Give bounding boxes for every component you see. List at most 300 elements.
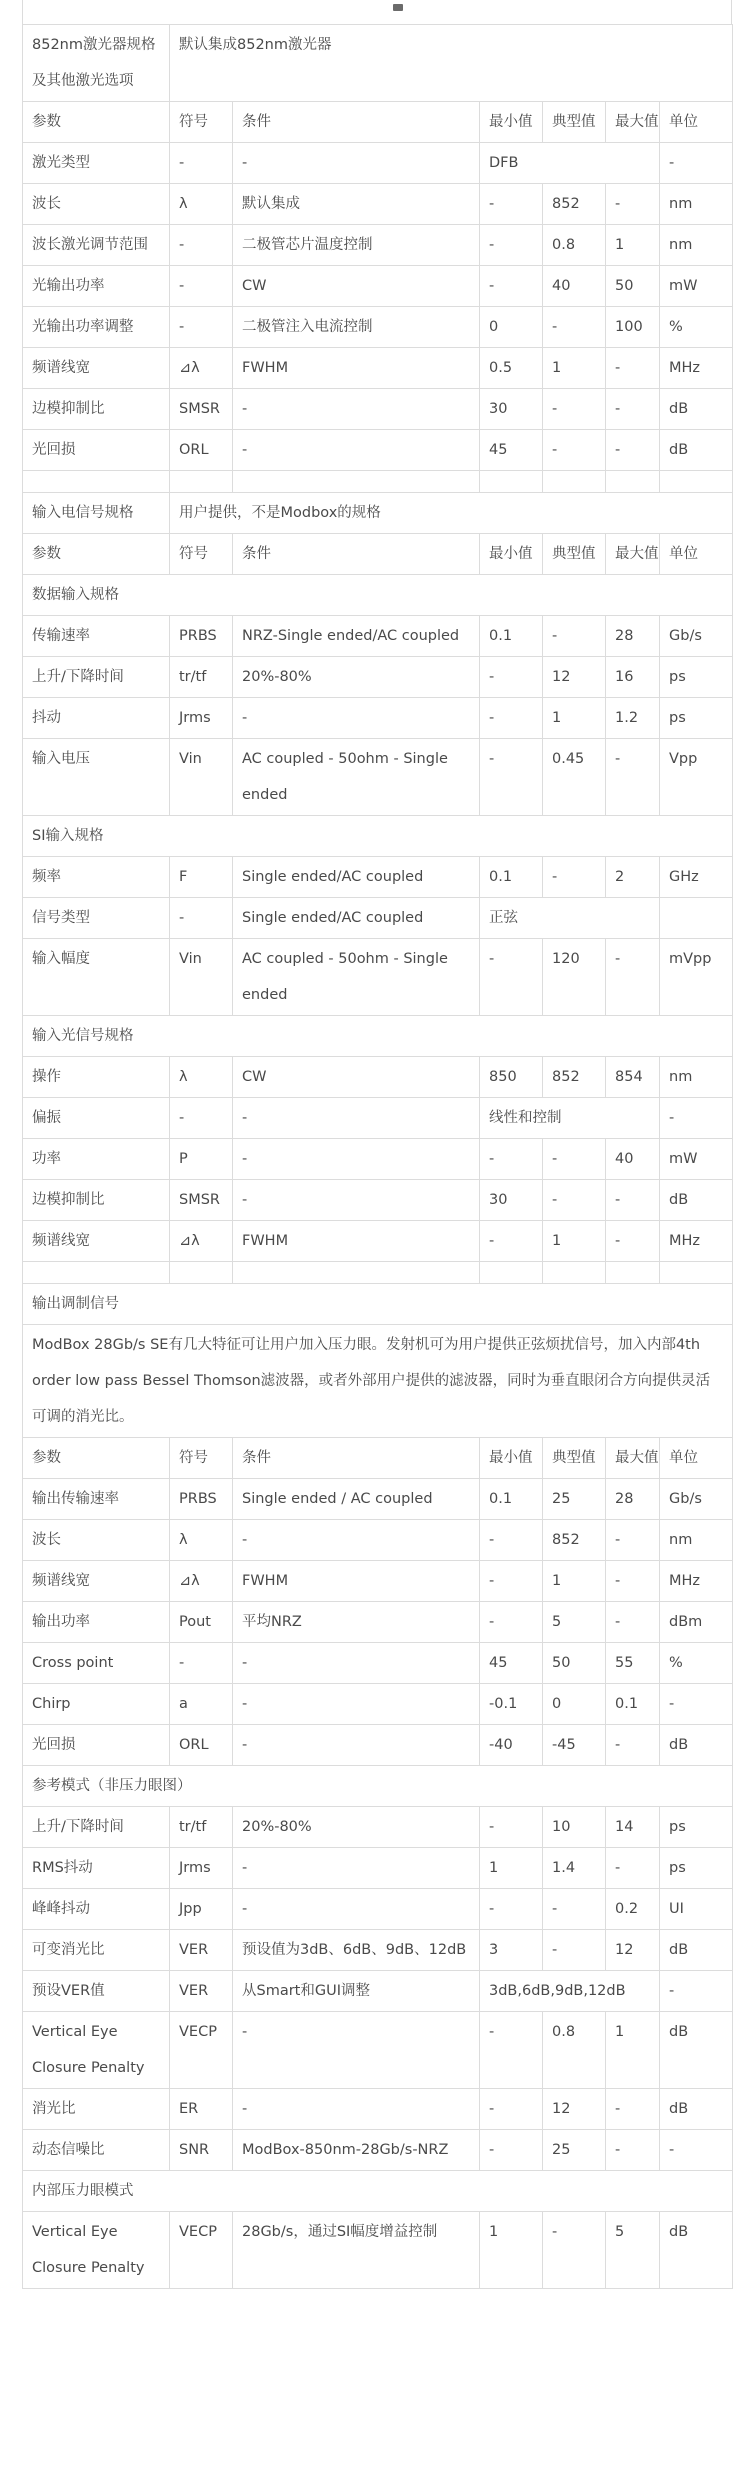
table-cell: 5 (606, 2212, 660, 2289)
table-row (23, 1098, 733, 1139)
table-cell: - (660, 143, 733, 184)
table-cell: F (170, 857, 233, 898)
table-cell: - (543, 1930, 606, 1971)
table-cell: Jrms (170, 698, 233, 739)
table-cell: nm (660, 1520, 733, 1561)
table-cell: 输出功率 (23, 1602, 170, 1643)
table-cell: - (233, 1520, 480, 1561)
table-cell: 光输出功率 (23, 266, 170, 307)
table-row (23, 857, 733, 898)
table-cell: 动态信噪比 (23, 2130, 170, 2171)
table-cell: 峰峰抖动 (23, 1889, 170, 1930)
table-cell: - (606, 739, 660, 816)
table-cell: % (660, 1643, 733, 1684)
table-cell: 单位 (660, 1438, 733, 1479)
table-cell: 30 (480, 389, 543, 430)
table-cell: - (543, 857, 606, 898)
table-cell: 输入光信号规格 (23, 1016, 733, 1057)
table-cell: 0.8 (543, 225, 606, 266)
table-row (23, 2171, 733, 2212)
table-row (23, 1602, 733, 1643)
table-row (23, 2012, 733, 2089)
table-cell: tr/tf (170, 657, 233, 698)
table-cell: 3 (480, 1930, 543, 1971)
table-cell: 12 (543, 657, 606, 698)
table-cell: - (233, 1725, 480, 1766)
table-cell: PRBS (170, 616, 233, 657)
table-cell: dB (660, 2089, 733, 2130)
table-cell: - (170, 225, 233, 266)
table-row (23, 25, 733, 102)
table-row (23, 1057, 733, 1098)
table-cell: Chirp (23, 1684, 170, 1725)
table-cell: 二极管注入电流控制 (233, 307, 480, 348)
table-cell: 850 (480, 1057, 543, 1098)
table-row (23, 2212, 733, 2289)
table-cell: mW (660, 1139, 733, 1180)
table-cell: 条件 (233, 102, 480, 143)
table-cell: nm (660, 184, 733, 225)
table-cell: - (606, 1520, 660, 1561)
table-cell: λ (170, 1520, 233, 1561)
table-cell: - (543, 2212, 606, 2289)
table-cell: ORL (170, 430, 233, 471)
table-cell: Vertical Eye Closure Penalty (23, 2012, 170, 2089)
table-cell: VECP (170, 2212, 233, 2289)
table-row (23, 1520, 733, 1561)
table-cell: 1 (606, 225, 660, 266)
table-cell: - (606, 348, 660, 389)
table-cell: 传输速率 (23, 616, 170, 657)
table-cell: VER (170, 1971, 233, 2012)
table-cell: dB (660, 430, 733, 471)
table-cell: SMSR (170, 1180, 233, 1221)
table-cell: 最大值 (606, 1438, 660, 1479)
table-cell: 信号类型 (23, 898, 170, 939)
table-cell: Jpp (170, 1889, 233, 1930)
table-cell: ps (660, 698, 733, 739)
table-row (23, 1643, 733, 1684)
table-cell: 频率 (23, 857, 170, 898)
table-cell: 0 (480, 307, 543, 348)
table-cell: - (606, 1221, 660, 1262)
table-row (23, 1139, 733, 1180)
table-cell: 符号 (170, 534, 233, 575)
table-cell: λ (170, 184, 233, 225)
table-cell: % (660, 307, 733, 348)
table-cell: - (480, 939, 543, 1016)
table-cell (170, 1262, 233, 1284)
table-cell: 数据输入规格 (23, 575, 733, 616)
table-cell: 上升/下降时间 (23, 657, 170, 698)
table-cell: UI (660, 1889, 733, 1930)
table-cell: 28 (606, 616, 660, 657)
table-row (23, 1889, 733, 1930)
table-cell: - (170, 1098, 233, 1139)
table-cell: nm (660, 1057, 733, 1098)
table-cell: a (170, 1684, 233, 1725)
table-cell: 45 (480, 430, 543, 471)
table-cell (606, 471, 660, 493)
table-cell: 上升/下降时间 (23, 1807, 170, 1848)
table-cell: - (480, 266, 543, 307)
table-cell (660, 471, 733, 493)
table-cell: - (480, 1139, 543, 1180)
table-row (23, 1684, 733, 1725)
table-cell: 852 (543, 184, 606, 225)
table-cell: 1 (480, 1848, 543, 1889)
table-cell: mW (660, 266, 733, 307)
table-cell: ORL (170, 1725, 233, 1766)
table-row (23, 739, 733, 816)
table-cell: - (233, 143, 480, 184)
table-cell: 最小值 (480, 1438, 543, 1479)
table-cell: 1 (543, 698, 606, 739)
table-cell: - (480, 1561, 543, 1602)
table-cell: ModBox 28Gb/s SE有几大特征可让用户加入压力眼。发射机可为用户提供正弦烦扰信号，加入内部4th order low pass Bessel Thomson滤波器，或者外部用户提供的滤波器，同时为垂直眼闭合方向提供灵活可调的消光比。 (23, 1325, 733, 1438)
table-cell: nm (660, 225, 733, 266)
table-cell: - (233, 698, 480, 739)
table-row (23, 1807, 733, 1848)
table-row (23, 2130, 733, 2171)
table-cell (606, 1262, 660, 1284)
table-cell: FWHM (233, 348, 480, 389)
table-cell: 正弦 (480, 898, 660, 939)
table-cell: 光回损 (23, 430, 170, 471)
table-row (23, 430, 733, 471)
table-cell: 操作 (23, 1057, 170, 1098)
table-cell: NRZ-Single ended/AC coupled (233, 616, 480, 657)
table-cell: MHz (660, 348, 733, 389)
table-cell: 50 (543, 1643, 606, 1684)
table-cell: 0.1 (480, 857, 543, 898)
table-cell: FWHM (233, 1561, 480, 1602)
table-cell: - (543, 616, 606, 657)
table-cell: 0.8 (543, 2012, 606, 2089)
table-cell: 852nm激光器规格及其他激光选项 (23, 25, 170, 102)
table-cell: 边模抑制比 (23, 389, 170, 430)
table-cell: -45 (543, 1725, 606, 1766)
table-cell: - (606, 1180, 660, 1221)
table-cell: P (170, 1139, 233, 1180)
table-cell: 消光比 (23, 2089, 170, 2130)
table-cell: - (606, 2089, 660, 2130)
table-row (23, 493, 733, 534)
table-cell: 二极管芯片温度控制 (233, 225, 480, 266)
table-cell: VER (170, 1930, 233, 1971)
table-cell: - (606, 1848, 660, 1889)
table-cell: AC coupled - 50ohm - Single ended (233, 939, 480, 1016)
table-cell: 0.5 (480, 348, 543, 389)
table-row (23, 471, 733, 493)
table-row (23, 1971, 733, 2012)
table-cell: - (543, 307, 606, 348)
table-cell: 0.45 (543, 739, 606, 816)
table-cell: 默认集成852nm激光器 (170, 25, 733, 102)
table-cell (480, 1262, 543, 1284)
table-cell: 20%-80% (233, 1807, 480, 1848)
table-cell: 1 (606, 2012, 660, 2089)
table-cell: ⊿λ (170, 1561, 233, 1602)
table-cell: 1 (480, 2212, 543, 2289)
table-cell: 光输出功率调整 (23, 307, 170, 348)
table-cell: 符号 (170, 1438, 233, 1479)
table-cell: ps (660, 657, 733, 698)
table-cell: 1 (543, 1561, 606, 1602)
table-cell (23, 471, 170, 493)
table-row (23, 266, 733, 307)
table-cell: 3dB,6dB,9dB,12dB (480, 1971, 660, 2012)
table-cell: 55 (606, 1643, 660, 1684)
table-cell (233, 471, 480, 493)
table-cell: dBm (660, 1602, 733, 1643)
table-cell: - (480, 2012, 543, 2089)
table-cell: dB (660, 2212, 733, 2289)
table-cell: ps (660, 1807, 733, 1848)
table-cell: - (233, 1098, 480, 1139)
table-row (23, 1221, 733, 1262)
table-cell: - (170, 898, 233, 939)
table-cell: RMS抖动 (23, 1848, 170, 1889)
table-cell: - (480, 225, 543, 266)
table-cell: - (543, 430, 606, 471)
table-cell: 854 (606, 1057, 660, 1098)
table-row (23, 1725, 733, 1766)
table-row (23, 1284, 733, 1325)
table-cell: -0.1 (480, 1684, 543, 1725)
table-cell: 单位 (660, 102, 733, 143)
table-row (23, 898, 733, 939)
table-cell: - (233, 2012, 480, 2089)
table-cell: 激光类型 (23, 143, 170, 184)
table-cell: MHz (660, 1221, 733, 1262)
table-cell: dB (660, 1180, 733, 1221)
table-cell: Gb/s (660, 616, 733, 657)
table-cell: AC coupled - 50ohm - Single ended (233, 739, 480, 816)
scroll-marker-icon (393, 4, 403, 11)
table-cell: - (606, 1602, 660, 1643)
table-row (23, 348, 733, 389)
table-cell: ER (170, 2089, 233, 2130)
table-cell: 参数 (23, 102, 170, 143)
table-cell: 内部压力眼模式 (23, 2171, 733, 2212)
table-cell: Single ended/AC coupled (233, 857, 480, 898)
table-row (23, 657, 733, 698)
table-cell: - (660, 1684, 733, 1725)
table-row (23, 1766, 733, 1807)
table-cell: - (606, 389, 660, 430)
table-cell: 输入电信号规格 (23, 493, 170, 534)
table-cell: - (480, 698, 543, 739)
table-cell: 光回损 (23, 1725, 170, 1766)
table-cell: - (660, 2130, 733, 2171)
table-cell: DFB (480, 143, 660, 184)
table-cell: - (480, 1807, 543, 1848)
table-cell: - (606, 2130, 660, 2171)
table-row (23, 1438, 733, 1479)
table-cell: tr/tf (170, 1807, 233, 1848)
table-cell: - (233, 389, 480, 430)
table-cell: - (233, 2089, 480, 2130)
table-cell: Single ended / AC coupled (233, 1479, 480, 1520)
table-cell: dB (660, 389, 733, 430)
table-cell: 频谱线宽 (23, 1221, 170, 1262)
table-cell: 典型值 (543, 1438, 606, 1479)
table-row (23, 225, 733, 266)
table-cell: Pout (170, 1602, 233, 1643)
table-cell: - (233, 1643, 480, 1684)
table-cell: 典型值 (543, 102, 606, 143)
table-cell: 0.1 (480, 1479, 543, 1520)
table-row (23, 698, 733, 739)
table-cell: 频谱线宽 (23, 1561, 170, 1602)
table-row (23, 2089, 733, 2130)
table-cell: - (480, 2089, 543, 2130)
table-cell: - (480, 1221, 543, 1262)
table-cell: dB (660, 1930, 733, 1971)
table-cell: - (233, 1848, 480, 1889)
table-cell: - (660, 1098, 733, 1139)
table-cell: 线性和控制 (480, 1098, 660, 1139)
table-cell: - (606, 1725, 660, 1766)
table-cell: 边模抑制比 (23, 1180, 170, 1221)
table-cell: 波长 (23, 1520, 170, 1561)
table-cell: - (606, 184, 660, 225)
table-row (23, 102, 733, 143)
table-cell: 平均NRZ (233, 1602, 480, 1643)
spec-table (22, 24, 733, 2289)
table-cell: 功率 (23, 1139, 170, 1180)
table-cell (543, 471, 606, 493)
table-row (23, 389, 733, 430)
table-cell: 50 (606, 266, 660, 307)
table-cell: - (233, 1889, 480, 1930)
table-cell: - (170, 143, 233, 184)
table-cell: 12 (606, 1930, 660, 1971)
table-cell: 12 (543, 2089, 606, 2130)
table-cell: Vin (170, 939, 233, 1016)
table-cell: 40 (606, 1139, 660, 1180)
table-row (23, 816, 733, 857)
table-cell: SNR (170, 2130, 233, 2171)
table-cell: 1 (543, 348, 606, 389)
table-cell: 0.1 (606, 1684, 660, 1725)
table-cell: FWHM (233, 1221, 480, 1262)
table-cell: CW (233, 266, 480, 307)
table-cell: Vpp (660, 739, 733, 816)
table-cell: 波长激光调节范围 (23, 225, 170, 266)
table-cell: 参考模式（非压力眼图） (23, 1766, 733, 1807)
table-row (23, 307, 733, 348)
table-cell: 最小值 (480, 534, 543, 575)
table-cell: 20%-80% (233, 657, 480, 698)
table-cell: Vin (170, 739, 233, 816)
table-cell: 输入幅度 (23, 939, 170, 1016)
table-cell (543, 1262, 606, 1284)
table-cell: - (480, 1520, 543, 1561)
table-cell: 1.4 (543, 1848, 606, 1889)
table-cell: 抖动 (23, 698, 170, 739)
table-cell (480, 471, 543, 493)
table-cell: 28 (606, 1479, 660, 1520)
table-cell: 最大值 (606, 534, 660, 575)
table-cell: dB (660, 1725, 733, 1766)
table-cell: 10 (543, 1807, 606, 1848)
table-cell: Cross point (23, 1643, 170, 1684)
table-cell: 0 (543, 1684, 606, 1725)
table-cell: - (233, 430, 480, 471)
table-cell: 5 (543, 1602, 606, 1643)
table-cell: - (233, 1684, 480, 1725)
table-cell: - (480, 739, 543, 816)
table-cell: Single ended/AC coupled (233, 898, 480, 939)
table-cell: - (170, 266, 233, 307)
table-row (23, 1016, 733, 1057)
table-cell: - (543, 1139, 606, 1180)
table-cell: SI输入规格 (23, 816, 733, 857)
table-cell: 30 (480, 1180, 543, 1221)
table-cell: 0.2 (606, 1889, 660, 1930)
table-cell: - (543, 1180, 606, 1221)
table-cell: 参数 (23, 534, 170, 575)
table-cell: - (606, 430, 660, 471)
table-cell: 2 (606, 857, 660, 898)
table-cell: 1.2 (606, 698, 660, 739)
table-cell: - (233, 1180, 480, 1221)
table-cell: 偏振 (23, 1098, 170, 1139)
table-cell: dB (660, 2012, 733, 2089)
table-cell: 1 (543, 1221, 606, 1262)
table-cell: GHz (660, 857, 733, 898)
table-cell: λ (170, 1057, 233, 1098)
table-cell: mVpp (660, 939, 733, 1016)
table-row (23, 1325, 733, 1438)
table-cell: - (606, 1561, 660, 1602)
table-cell: 852 (543, 1520, 606, 1561)
table-cell: VECP (170, 2012, 233, 2089)
table-cell: PRBS (170, 1479, 233, 1520)
table-cell: ps (660, 1848, 733, 1889)
table-cell: 14 (606, 1807, 660, 1848)
table-cell: 用户提供，不是Modbox的规格 (170, 493, 733, 534)
table-cell: 波长 (23, 184, 170, 225)
table-top-edge (22, 0, 732, 24)
table-cell: 参数 (23, 1438, 170, 1479)
table-cell: 输入电压 (23, 739, 170, 816)
table-cell: CW (233, 1057, 480, 1098)
table-row (23, 1180, 733, 1221)
table-cell: 16 (606, 657, 660, 698)
table-cell: 45 (480, 1643, 543, 1684)
table-cell: 输出传输速率 (23, 1479, 170, 1520)
table-cell: 预设值为3dB、6dB、9dB、12dB (233, 1930, 480, 1971)
table-cell: 最小值 (480, 102, 543, 143)
spec-table-body (23, 25, 733, 2289)
table-cell: -40 (480, 1725, 543, 1766)
table-row (23, 616, 733, 657)
table-cell: - (170, 1643, 233, 1684)
table-cell: - (606, 939, 660, 1016)
table-cell: Gb/s (660, 1479, 733, 1520)
table-cell: - (170, 307, 233, 348)
table-cell: 默认集成 (233, 184, 480, 225)
table-cell: 频谱线宽 (23, 348, 170, 389)
table-cell: - (480, 2130, 543, 2171)
table-row (23, 1930, 733, 1971)
table-cell: 25 (543, 2130, 606, 2171)
table-row (23, 184, 733, 225)
table-cell: 100 (606, 307, 660, 348)
